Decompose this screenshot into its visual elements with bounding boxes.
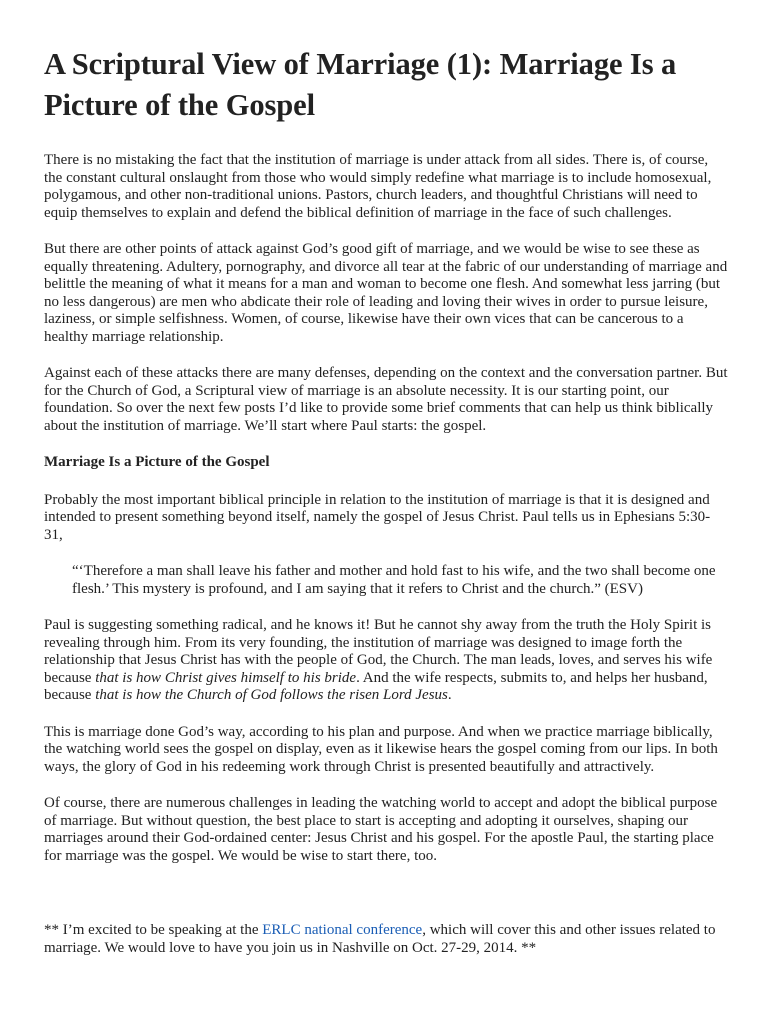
text-segment: , which will cover this and other issues related to marriage. We would love to have you join us in Nashville on Oct. 27-29, 2014. ** — [44, 922, 716, 956]
emphasis-christ: that is how Christ gives himself to his bride — [95, 669, 357, 686]
paragraph-principle: Probably the most important biblical principle in relation to the institution of marriage is that it is designed and intended to present something beyond itself, namely the gospel of Jesus Christ. Paul tells us in Ephesians 5:30-31, — [44, 491, 711, 543]
paragraph-defenses: Against each of these attacks there are many defenses, depending on the context and the conversation partner. But for the Church of God, a Scriptural view of marriage is an absolute necessity. It is our starting point, our foundation. So over the next few posts I’d like to provide some brief comments that can help us think biblically about the institution of marriage. We’ll start where Paul starts: the gospel. — [44, 365, 728, 434]
paragraph-other-attacks: But there are other points of attack against God’s good gift of marriage, and we would be wise to see these as equally threatening. Adultery, pornography, and divorce all tear at the fabric of our understanding of marriage and belittle the meaning of what it means for a man and woman to become one flesh. And somewhat less jarring (but no less dangerous) are men who abdicate their role of leading and loving their wives in order to pursue leisure, laziness, or simple selfishness. Women, of course, likewise have their own vices that can be cancerous to a healthy marriage relationship. — [44, 241, 728, 345]
text-segment: Paul is suggesting something radical, and he knows it! But he cannot shy away from the truth the Holy Spirit is revealing through him. From its very founding, the institution of marriage was designed to image forth the relationship that Jesus Christ has with the people of God, the Church. The man leads, loves, and serves his wife because — [44, 617, 713, 686]
text-segment: . And the wife respects, submits to, and helps her husband, because — [44, 669, 708, 703]
spacer — [44, 884, 728, 922]
paragraph-intro: There is no mistaking the fact that the institution of marriage is under attack from all sides. There is, of course, the constant cultural onslaught from those who would simply redefine what marriage is to include homosexual, polygamous, and other non-traditional unions. Pastors, church leaders, and thoughtful Christians will need to equip themselves to explain and defend the biblical definition of marriage in the face of such challenges. — [44, 152, 712, 221]
paragraph-radical — [44, 617, 728, 705]
conference-note — [44, 922, 728, 957]
erlc-conference-link[interactable]: ERLC national conference — [262, 922, 423, 938]
paragraph-challenges: Of course, there are numerous challenges in leading the watching world to accept and adopt the biblical purpose of marriage. But without question, the best place to start is accepting and adopting it ourselves, shaping our marriages around their God-ordained center: Jesus Christ and his gospel. For the apostle Paul, the starting place for marriage was the gospel. We would be wise to start there, too. — [44, 795, 718, 864]
emphasis-church: that is how the Church of God follows the risen Lord Jesus — [95, 687, 448, 703]
article-title: A Scriptural View of Marriage (1): Marriage Is a Picture of the Gospel — [44, 47, 677, 122]
section-heading: Marriage Is a Picture of the Gospel — [44, 454, 270, 470]
scripture-quote: “‘Therefore a man shall leave his father and mother and hold fast to his wife, and the two shall become one flesh.’ This mystery is profound, and I am saying that it refers to Christ and the church.” (ESV) — [72, 563, 716, 597]
paragraph-gods-way: This is marriage done God’s way, according to his plan and purpose. And when we practice marriage biblically, the watching world sees the gospel on display, even as it likewise hears the gospel coming from our lips. In both ways, the glory of God in his redeeming work through Christ is presented beautifully and attractively. — [44, 723, 718, 775]
text-segment: . — [447, 687, 452, 703]
text-segment: ** I’m excited to be speaking at the — [44, 922, 263, 938]
